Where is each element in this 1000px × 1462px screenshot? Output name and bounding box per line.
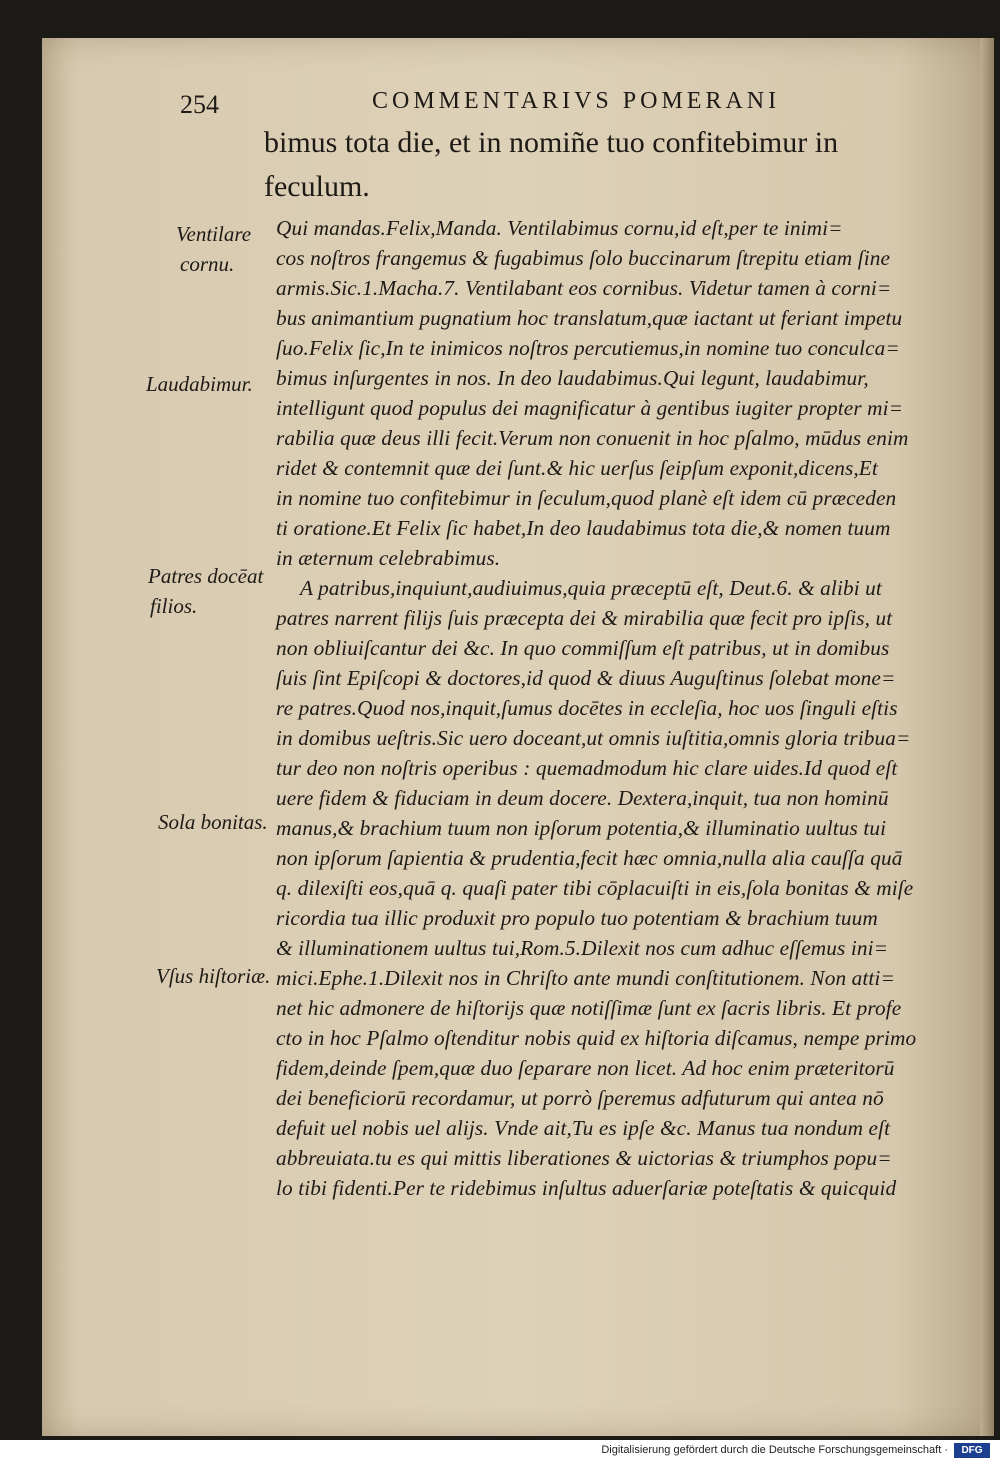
body-line: bimus inſurgentes in nos. In deo laudabimus.Qui legunt, laudabimur, — [276, 366, 869, 390]
body-line: & illuminationem uultus tui,Rom.5.Dilexit nos cum adhuc eſſemus ini= — [276, 936, 889, 960]
margin-note: Ventilare — [176, 222, 252, 246]
body-line: intelligunt quod populus dei magnificatur à gentibus iugiter propter mi= — [276, 396, 904, 420]
body-line: in æternum celebrabimus. — [276, 546, 501, 570]
body-line: q. dilexiſti eos,quā q. quaſi pater tibi cōplacuiſti in eis,ſola bonitas & miſe — [276, 876, 914, 900]
body-line: Qui mandas.Felix,Manda. Ventilabimus cornu,id eſt,per te inimi= — [276, 216, 843, 240]
body-line: tur deo non noſtris operibus : quemadmodum hic clare uides.Id quod eſt — [276, 756, 898, 780]
body-line: patres narrent filijs ſuis præcepta dei & mirabilia quæ fecit pro ipſis, ut — [276, 606, 893, 630]
body-line: uere fidem & fiduciam in deum docere. Dextera,inquit, tua non hominū — [276, 786, 889, 810]
dfg-logo: DFG — [954, 1443, 990, 1458]
running-title: COMMENTARIVS POMERANI — [372, 88, 781, 114]
body-line: cos noſtros frangemus & fugabimus ſolo buccinarum ſtrepitu etiam ſine — [276, 246, 891, 270]
body-line: defuit uel nobis uel alijs. Vnde ait,Tu es ipſe &c. Manus tua nondum eſt — [276, 1116, 891, 1140]
body-line: cto in hoc Pſalmo oſtenditur nobis quid ex hiſtoria diſcamus, nempe primo — [276, 1026, 917, 1050]
body-line: armis.Sic.1.Macha.7. Ventilabant eos cornibus. Videtur tamen à corni= — [276, 276, 892, 300]
body-line: feculum. — [264, 170, 370, 203]
margin-note: Sola bonitas. — [158, 810, 268, 834]
footer-credit: Digitalisierung gefördert durch die Deutsche Forschungsgemeinschaft · — [601, 1444, 948, 1456]
body-line: net hic admonere de hiſtorijs quæ notiſſimæ ſunt ex ſacris libris. Et profe — [276, 996, 902, 1020]
body-line: ſuo.Felix ſic,In te inimicos noſtros percutiemus,in nomine tuo conculca= — [276, 336, 900, 360]
margin-note: Laudabimur. — [146, 372, 253, 396]
body-line: bimus tota die, et in nomiñe tuo confitebimur in — [264, 126, 839, 159]
body-line: non ipſorum ſapientia & prudentia,fecit hæc omnia,nulla alia cauſſa quā — [276, 846, 903, 870]
page-edge — [980, 38, 994, 1436]
body-line: mici.Ephe.1.Dilexit nos in Chriſto ante mundi conſtitutionem. Non atti= — [276, 966, 895, 990]
body-line: fidem,deinde ſpem,quæ duo ſeparare non licet. Ad hoc enim præteritorū — [276, 1056, 895, 1080]
margin-note: cornu. — [180, 252, 235, 276]
body-line: rabilia quæ deus illi fecit.Verum non conuenit in hoc pſalmo, mūdus enim — [276, 426, 909, 450]
body-line: re patres.Quod nos,inquit,ſumus docētes in eccleſia, hoc uos ſinguli eſtis — [276, 696, 898, 720]
body-line: lo tibi fidenti.Per te ridebimus inſultus aduerſariæ poteſtatis & quicquid — [276, 1176, 897, 1200]
margin-note: Patres docēat — [148, 564, 264, 588]
footer-bar — [0, 1440, 1000, 1462]
margin-note: Vſus hiſtoriæ. — [156, 964, 271, 988]
body-line: bus animantium pugnatium hoc translatum,quæ iactant ut feriant impetu — [276, 306, 903, 330]
body-line: dei beneficiorū recordamur, ut porrò ſperemus adfuturum qui antea nō — [276, 1086, 884, 1110]
body-line: ſuis ſint Epiſcopi & doctores,id quod & diuus Auguſtinus ſolebat mone= — [276, 666, 896, 690]
page-number: 254 — [180, 90, 219, 119]
body-line: ti oratione.Et Felix ſic habet,In deo laudabimus tota die,& nomen tuum — [276, 516, 891, 540]
body-line: ridet & contemnit quæ dei ſunt.& hic uerſus ſeipſum exponit,dicens,Et — [276, 456, 878, 480]
body-line: A patribus,inquiunt,audiuimus,quia præceptū eſt, Deut.6. & alibi ut — [300, 576, 882, 600]
body-line: in nomine tuo confitebimur in ſeculum,quod planè eſt idem cū præceden — [276, 486, 897, 510]
body-line: in domibus ueſtris.Sic uero doceant,ut omnis iuſtitia,omnis gloria tribua= — [276, 726, 911, 750]
body-line: non obliuiſcantur dei &c. In quo commiſſum eſt patribus, ut in domibus — [276, 636, 890, 660]
body-line: ricordia tua illic produxit pro populo tuo potentiam & brachium tuum — [276, 906, 878, 930]
body-line: manus,& brachium tuum non ipſorum potentia,& illuminatio uultus tui — [276, 816, 887, 840]
margin-note: filios. — [150, 594, 198, 618]
body-line: abbreuiata.tu es qui mittis liberationes & uictorias & triumphos popu= — [276, 1146, 892, 1170]
